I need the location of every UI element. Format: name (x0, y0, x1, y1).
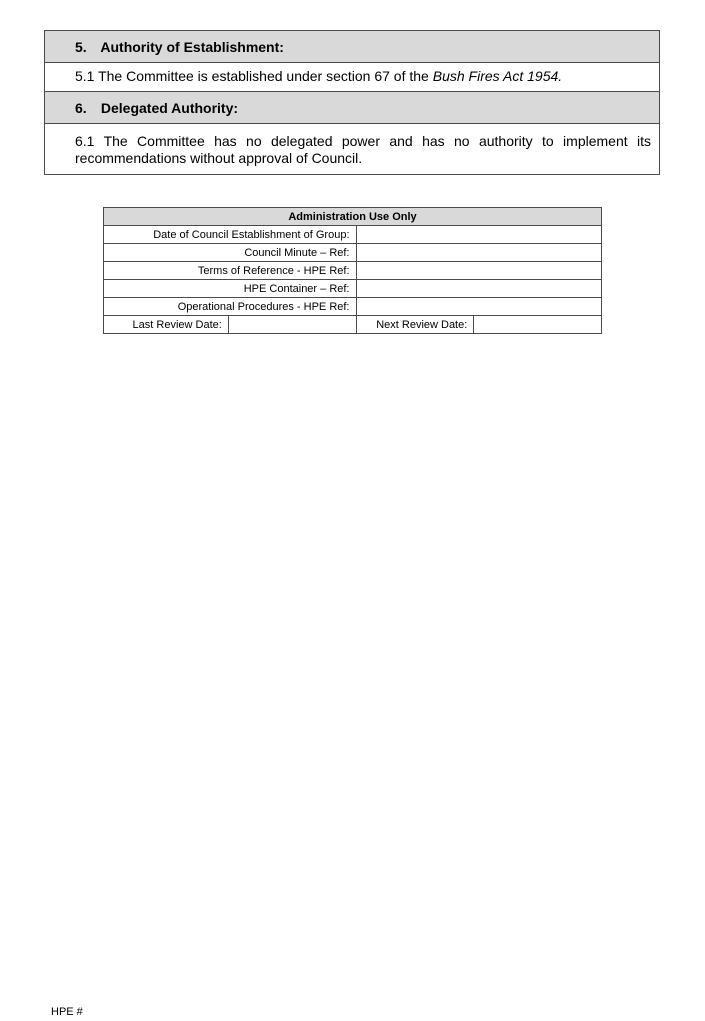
section-6-title: Delegated Authority: (100, 100, 239, 116)
admin-row-procedures (104, 298, 602, 316)
terms-reference-label: Terms of Reference - HPE Ref: (104, 262, 357, 280)
sections-box (44, 30, 660, 175)
next-review-label: Next Review Date: (356, 316, 474, 334)
establishment-date-value[interactable] (356, 226, 602, 244)
section-5-heading (45, 31, 659, 63)
section-6-clause (45, 124, 659, 174)
last-review-label: Last Review Date: (104, 316, 229, 334)
admin-row-review (104, 316, 602, 334)
last-review-value[interactable] (228, 316, 356, 334)
clause-6-1-line-2: recommendations without approval of Council. (75, 150, 363, 166)
footer-hpe-label: HPE # (51, 1006, 83, 1018)
admin-row-minute (104, 244, 602, 262)
council-minute-value[interactable] (356, 244, 602, 262)
section-5-clause (45, 63, 659, 92)
operational-procedures-label: Operational Procedures - HPE Ref: (104, 298, 357, 316)
admin-row-container (104, 280, 602, 298)
council-minute-label: Council Minute – Ref: (104, 244, 357, 262)
admin-title-row (104, 208, 602, 226)
section-6-number: 6. (75, 100, 87, 116)
terms-reference-value[interactable] (356, 262, 602, 280)
admin-use-table (103, 207, 602, 334)
establishment-date-label: Date of Council Establishment of Group: (104, 226, 357, 244)
section-5-title: Authority of Establishment: (100, 39, 284, 55)
section-6-heading (45, 92, 659, 124)
next-review-value[interactable] (474, 316, 602, 334)
hpe-container-label: HPE Container – Ref: (104, 280, 357, 298)
clause-5-1-text: 5.1 The Committee is established under section 67 of the (75, 68, 433, 84)
admin-row-establishment (104, 226, 602, 244)
clause-6-1-line-1: 6.1 The Committee has no delegated power and has no authority to implement its (75, 133, 651, 149)
admin-title: Administration Use Only (104, 208, 602, 226)
section-5-number: 5. (75, 39, 87, 55)
admin-row-terms (104, 262, 602, 280)
operational-procedures-value[interactable] (356, 298, 602, 316)
act-name: Bush Fires Act 1954. (432, 68, 563, 84)
hpe-container-value[interactable] (356, 280, 602, 298)
